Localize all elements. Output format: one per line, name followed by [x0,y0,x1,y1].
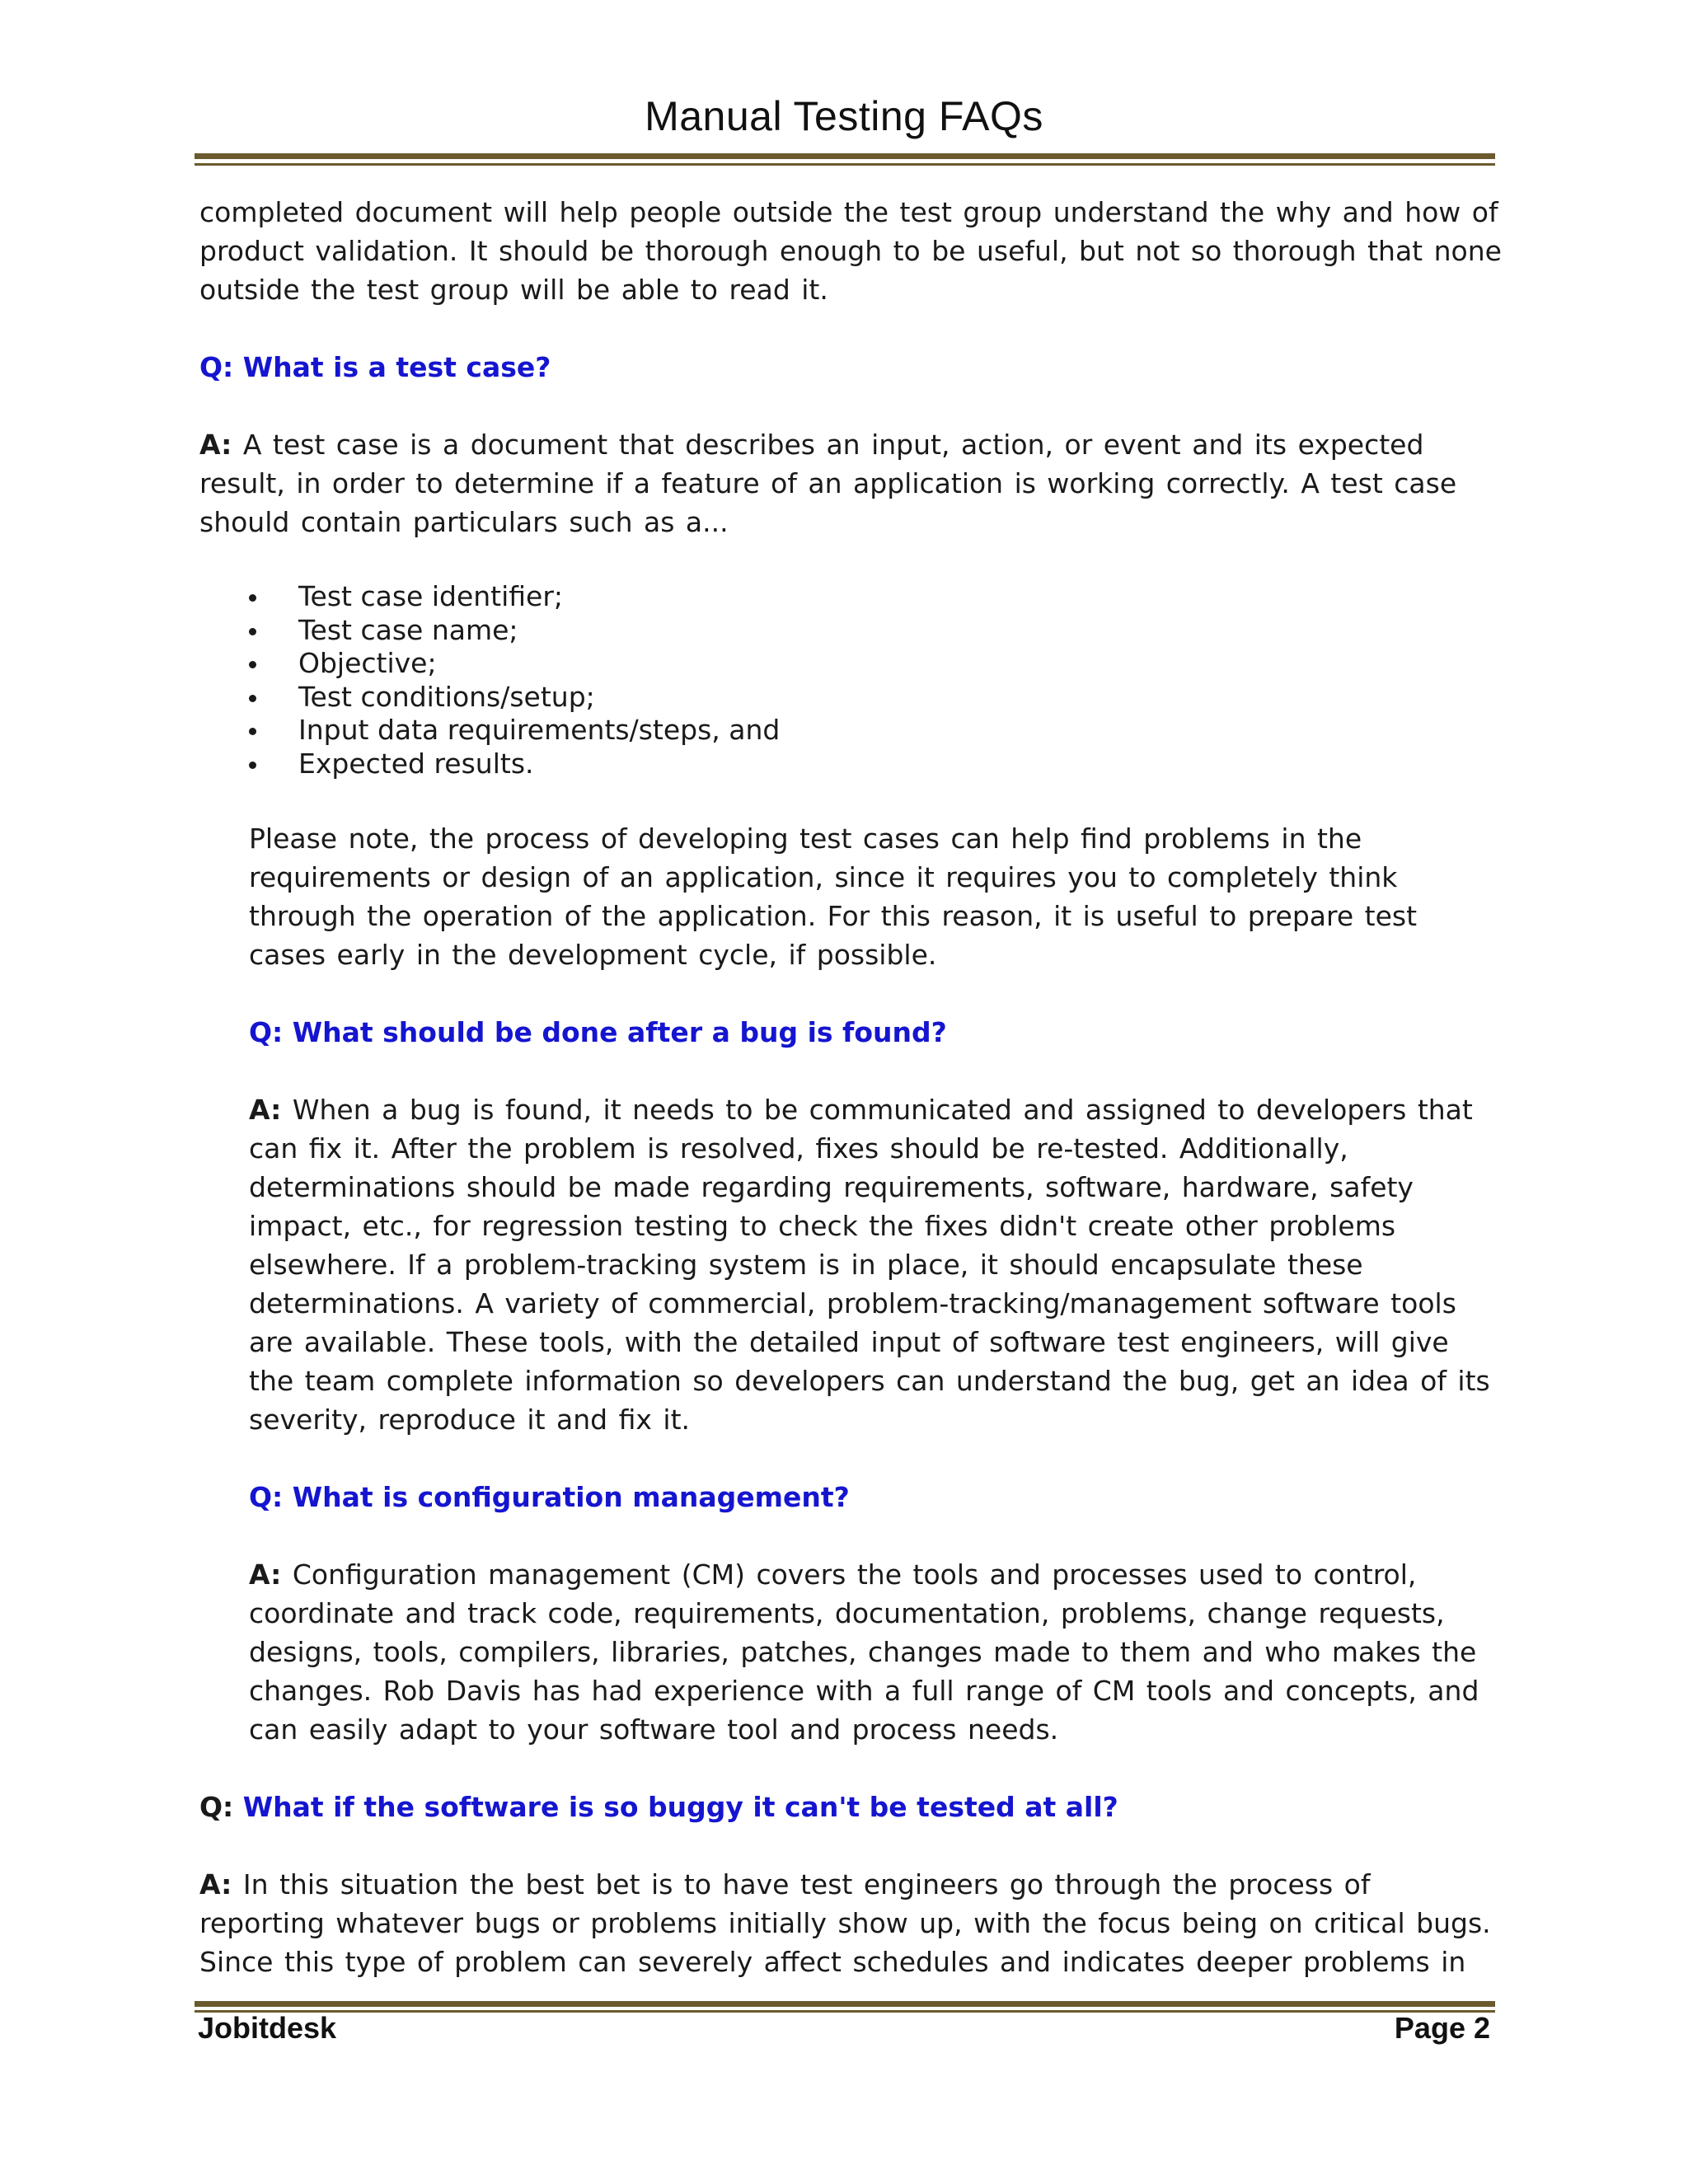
answer-label: A: [199,1868,232,1900]
footer-rule-thin [195,2010,1495,2013]
list-item: Test conditions/setup; [249,681,1502,715]
page-title: Manual Testing FAQs [645,93,1043,139]
question-buggy-software [199,1788,1502,1826]
header-rule-thick [195,153,1495,159]
document-body [199,193,1502,2020]
list-item: Expected results. [249,748,1502,781]
bullet-icon [249,695,256,702]
test-case-particulars-list [249,580,1502,780]
bullet-icon [249,728,256,735]
intro-paragraph: completed document will help people outside the test group understand the why and how of product validation. It should be thorough enough to be useful, but not so thorough that none outside the test group will be able to read it. [199,196,1502,306]
footer-rule-thick [195,2001,1495,2007]
answer-configuration-management [249,1555,1502,1749]
bullet-icon [249,628,256,635]
note-paragraph: Please note, the process of developing test cases can help find problems in the requirements or design of an application, since it requires you to completely think through the operation of the application. For this reason, it is useful to prepare test cases early in the development cycle, if possible. [249,823,1418,971]
bullet-icon [249,661,256,668]
question-bug-found: Q: What should be done after a bug is found? [249,1016,947,1048]
answer-label: A: [199,429,232,461]
bullet-icon [249,594,256,602]
answer-label: A: [249,1558,282,1591]
answer-text: In this situation the best bet is to have test engineers go through the process of reporting whatever bugs or problems initially show up, with the focus being on critical bugs. Since this type of problem can severely affect schedules and indicates deeper problems in [199,1868,1491,1978]
answer-buggy-software [199,1865,1502,1981]
answer-text: Configuration management (CM) covers the tools and processes used to control, coordinate and track code, requirements, documentation, problems, change requests, designs, tools, compilers, libraries, patches, changes made to them and who makes the changes. Rob Davis has had experience with a full range of CM tools and concepts, and can easily adapt to your software tool and process needs. [249,1558,1479,1746]
question-label: Q: [199,1791,234,1823]
answer-text: A test case is a document that describes an input, action, or event and its expected result, in order to determine if a feature of an application is working correctly. A test case should contain particulars such as a... [199,429,1457,538]
answer-test-case [199,425,1502,541]
answer-bug-found [249,1090,1502,1439]
question-configuration-management: Q: What is configuration management? [249,1481,850,1513]
footer-site-name: Jobitdesk [198,2011,337,2045]
question-text: What if the software is so buggy it can't be tested at all? [242,1791,1118,1823]
header-rule-thin [195,163,1495,166]
footer-page-number: Page 2 [1394,2011,1490,2045]
answer-text: When a bug is found, it needs to be communicated and assigned to developers that can fix it. After the problem is resolved, fixes should be re-tested. Additionally, determinations should be made regarding requirements, software, hardware, safety impact, etc., for regression testing to check the fixes didn't create other problems elsewhere. If a problem-tracking system is in place, it should encapsulate these determinations. A variety of commercial, problem-tracking/management software tools are available. These tools, with the detailed input of software test engineers, will give the team complete information so developers can understand the bug, get an idea of its severity, reproduce it and fix it. [249,1094,1490,1436]
list-item: Objective; [249,647,1502,681]
list-item: Test case identifier; [249,580,1502,614]
bullet-icon [249,762,256,769]
question-test-case: Q: What is a test case? [199,351,551,383]
list-item: Input data requirements/steps, and [249,714,1502,748]
list-item: Test case name; [249,614,1502,648]
answer-label: A: [249,1094,282,1126]
